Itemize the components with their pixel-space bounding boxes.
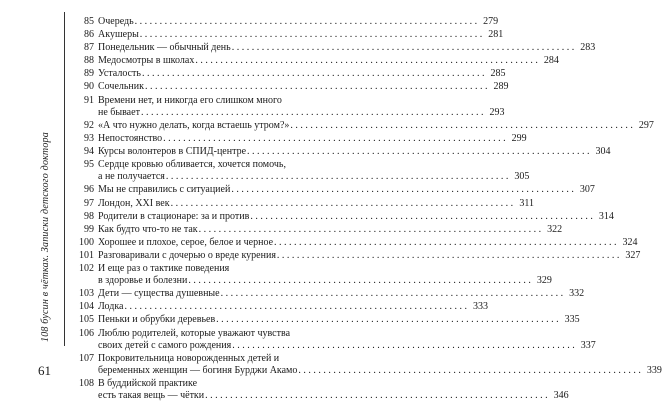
dot-leader	[215, 314, 560, 326]
toc-entry-number: 102	[79, 263, 94, 274]
toc-entry	[70, 68, 506, 80]
dot-leader	[230, 184, 575, 196]
toc-entry-body	[98, 223, 563, 236]
toc-entry	[70, 94, 505, 119]
toc-entry-line	[98, 146, 611, 158]
dot-leader	[297, 365, 642, 377]
toc-entry-page: 304	[595, 146, 611, 158]
toc-entry	[70, 29, 504, 41]
dot-leader	[170, 198, 515, 210]
toc-entry-line	[98, 55, 559, 67]
toc-entry-number: 100	[79, 236, 94, 248]
toc-entry-title: Как будто что-то не так	[98, 223, 198, 235]
toc-entry-title: И еще раз о тактике поведения	[98, 263, 230, 274]
toc-entry-page: 311	[519, 197, 535, 209]
dot-leader	[144, 81, 489, 93]
toc-entry	[70, 119, 654, 132]
toc-entry-title: Лондон, XXI век	[98, 197, 170, 209]
toc-entry	[70, 16, 499, 28]
toc-entry-number: 101	[79, 249, 94, 261]
vertical-rule	[64, 12, 65, 346]
toc-entry-number: 97	[84, 197, 94, 209]
toc-entry-body	[98, 314, 580, 326]
dot-leader	[141, 68, 486, 80]
toc-entry-body	[98, 197, 535, 210]
toc-entry-page: 284	[543, 55, 559, 67]
toc-entry-title: Лодка	[98, 301, 124, 313]
toc-entry-body	[98, 16, 499, 28]
toc-entry-body	[98, 81, 509, 93]
toc-entry-line	[98, 236, 638, 249]
running-head: 108 бусин в чётках. Записки детского доктора	[40, 132, 51, 342]
dot-leader	[220, 288, 565, 300]
toc-entry-title: Сердце кровью обливается, хочется помочь,	[98, 159, 286, 171]
dot-leader	[162, 133, 507, 145]
toc-entry	[70, 223, 563, 236]
toc-entry-page: 293	[489, 106, 505, 118]
toc-entry-line	[98, 42, 596, 54]
dot-leader	[231, 42, 576, 54]
toc-entry-number: 93	[84, 132, 94, 144]
toc-entry-line	[98, 184, 595, 196]
dot-leader	[289, 120, 634, 132]
toc-entry-line	[98, 210, 614, 223]
dot-leader	[204, 390, 549, 402]
toc-entry-body	[98, 301, 488, 313]
toc-entry-number: 92	[84, 119, 94, 131]
dot-leader	[165, 171, 510, 183]
toc-entry-page: 299	[511, 132, 527, 144]
toc-entry-title: не бывает	[98, 106, 140, 118]
toc-entry-title: «А что нужно делать, когда встаешь утром?»	[98, 119, 290, 131]
toc-entry-title: в здоровье и болезни	[98, 275, 188, 287]
toc-entry-title: Понедельник — обычный день	[98, 42, 231, 54]
toc-entry-number: 105	[79, 314, 94, 326]
toc-entry-line	[98, 365, 662, 377]
toc-entry-title: В буддийской практике	[98, 378, 198, 390]
toc-entry-line	[98, 339, 596, 352]
toc-entry-body	[98, 288, 585, 300]
toc-entry-line	[98, 132, 527, 145]
dot-leader	[249, 211, 594, 223]
toc-entry	[70, 301, 488, 313]
toc-entry-page: 329	[536, 275, 552, 287]
toc-entry	[70, 314, 580, 326]
toc-entry	[70, 236, 638, 249]
toc-entry-number: 106	[79, 327, 94, 339]
dot-leader	[198, 224, 543, 236]
toc-entry-line	[98, 119, 654, 132]
toc-entry-page: 289	[493, 81, 509, 93]
toc-entry-line	[98, 171, 530, 183]
toc-entry-body	[98, 184, 595, 196]
dot-leader	[194, 55, 539, 67]
toc-entry-title: Покровительница новорожденных детей и	[98, 352, 280, 364]
toc-entry-number: 88	[84, 55, 94, 67]
toc-entry-body	[98, 327, 596, 352]
toc-entry-body	[98, 29, 504, 41]
toc-entry-body	[98, 119, 654, 132]
toc-entry-page: 337	[580, 339, 596, 351]
toc-entry-page: 285	[490, 68, 506, 80]
toc-entry	[70, 81, 509, 93]
toc-entry-number: 103	[79, 288, 94, 300]
toc-entry-title: Времени нет, и никогда его слишком много	[98, 94, 282, 106]
toc-entry-page: 322	[547, 223, 563, 235]
toc-entry	[70, 378, 569, 402]
toc-entry-line	[98, 81, 509, 93]
toc-entry-title: Мы не справились с ситуацией	[98, 184, 231, 196]
toc-entry-title: Акушеры	[98, 29, 139, 41]
toc-entry-title: Сочельник	[98, 81, 144, 93]
dot-leader	[273, 237, 618, 249]
toc-entry	[70, 184, 595, 196]
toc-entry	[70, 197, 535, 210]
toc-entry	[70, 352, 662, 377]
toc-entry	[70, 42, 596, 54]
toc-entry-title: Хорошее и плохое, серое, белое и черное	[98, 236, 274, 248]
toc-entry-title: Разговаривали с дочерью о вреде курения	[98, 249, 276, 261]
toc-entry-body	[98, 249, 641, 262]
toc-entry-line	[98, 275, 552, 287]
toc-entry-title: своих детей с самого рождения	[98, 339, 232, 351]
toc-entry-page: 283	[580, 42, 596, 54]
toc-entry-body	[98, 55, 559, 67]
toc-entry-number: 90	[84, 81, 94, 93]
toc-entry-page: 327	[625, 249, 641, 261]
toc-entry-body	[98, 146, 611, 158]
toc-entry-title: Непостоянство	[98, 132, 163, 144]
toc-entry	[70, 159, 530, 183]
toc-entry-number: 85	[84, 16, 94, 27]
toc-entry-page: 333	[472, 301, 488, 313]
toc-entry	[70, 249, 641, 262]
toc-entry-page: 346	[553, 390, 569, 402]
toc-entry-number: 104	[79, 301, 94, 313]
toc-entry-title: Курсы волонтеров в СПИД-центре	[98, 146, 247, 158]
toc-entry-title: а не получается	[98, 171, 165, 183]
toc-entry-page: 307	[579, 184, 595, 196]
toc-entry-line	[98, 16, 499, 28]
toc-entry-title: беременных женщин — богиня Бурджи Акамо	[98, 365, 298, 377]
toc-entry-page: 297	[638, 119, 654, 131]
toc-entry-number: 86	[84, 29, 94, 41]
toc-entry-body	[98, 378, 569, 402]
toc-entry-body	[98, 68, 506, 80]
toc-entry-number: 94	[84, 146, 94, 158]
toc-entry-line	[98, 68, 506, 80]
toc-entry	[70, 132, 527, 145]
toc-entry-line	[98, 197, 535, 210]
toc-entry-body	[98, 159, 530, 183]
toc-entry-title: Очередь	[98, 16, 134, 27]
toc-entry-page: 305	[514, 171, 530, 183]
toc-entry	[70, 210, 614, 223]
dot-leader	[140, 107, 485, 119]
toc-entry-number: 96	[84, 184, 94, 196]
toc-entry-body	[98, 94, 505, 119]
toc-entry-number: 99	[84, 223, 94, 235]
toc-entry	[70, 55, 559, 67]
toc-entry-line	[98, 223, 563, 236]
toc-entry-number: 87	[84, 42, 94, 54]
dot-leader	[276, 250, 621, 262]
toc-entry-number: 89	[84, 68, 94, 80]
toc-entry-title: есть такая вещь — чётки	[98, 390, 205, 402]
toc-entry-body	[98, 42, 596, 54]
toc-entry-page: 314	[598, 210, 614, 222]
toc-entry-page: 324	[622, 236, 638, 248]
toc-entry-line	[98, 314, 580, 326]
dot-leader	[187, 275, 532, 287]
dot-leader	[123, 301, 468, 313]
toc-entry-number: 95	[84, 159, 94, 171]
toc-entry-line	[98, 249, 641, 262]
toc-entry-number: 98	[84, 210, 94, 222]
toc-entry-body	[98, 236, 638, 249]
toc-entry-title: Дети — существа душевные	[98, 288, 220, 300]
toc-entry-title: Усталость	[98, 68, 141, 80]
toc-entry-title: Люблю родителей, которые уважают чувства	[98, 327, 291, 339]
toc-entry-line	[98, 390, 569, 402]
toc-entry-page: 281	[488, 29, 504, 41]
toc-entry-body	[98, 132, 527, 145]
page-number: 61	[38, 363, 51, 378]
toc-entry-number: 91	[84, 94, 94, 106]
toc-entry-line	[98, 288, 585, 300]
dot-leader	[134, 16, 479, 28]
toc-entry-title: Родители в стационаре: за и против	[98, 210, 250, 222]
toc-entry-number: 107	[79, 352, 94, 364]
toc-entry-title: Пеньки и обрубки деревьев	[98, 314, 216, 326]
dot-leader	[231, 340, 576, 352]
toc-entry-line	[98, 301, 488, 313]
toc-entry-page: 335	[564, 314, 580, 326]
toc-entry-line	[98, 29, 504, 41]
toc-entry-title: Медосмотры в школах	[98, 55, 195, 67]
toc-entry-page: 332	[569, 288, 585, 300]
toc-entry	[70, 146, 611, 158]
toc-entry	[70, 327, 596, 352]
toc-entry	[70, 263, 552, 287]
table-of-contents	[70, 16, 662, 403]
dot-leader	[246, 146, 591, 158]
toc-entry-number: 108	[79, 378, 94, 390]
toc-entry-page: 339	[646, 365, 662, 377]
dot-leader	[139, 29, 484, 41]
toc-entry-body	[98, 352, 662, 377]
toc-entry-body	[98, 210, 614, 223]
toc-entry-body	[98, 263, 552, 287]
toc-entry-page: 279	[483, 16, 499, 27]
toc-entry-line	[98, 106, 505, 119]
toc-entry	[70, 288, 585, 300]
